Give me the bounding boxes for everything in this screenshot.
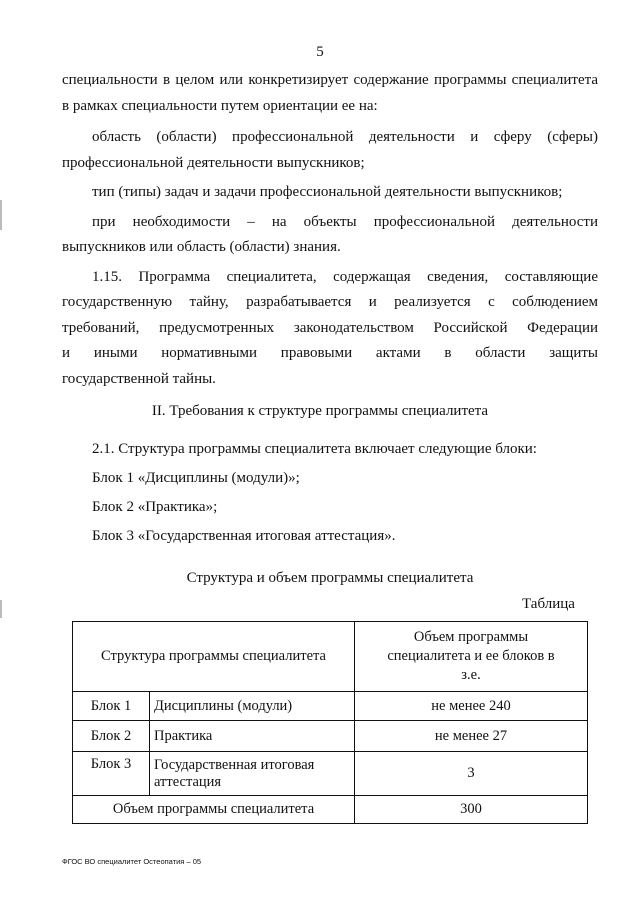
scan-edge-mark: [0, 200, 2, 230]
paragraph-line: тип (типы) задач и задачи профессиональной деятельности выпускников;: [92, 184, 563, 200]
footer-text: ФГОС ВО специалитет Остеопатия – 05: [62, 857, 202, 866]
paragraph-line: область (области) профессиональной деятельности и сферу (сферы): [92, 129, 598, 145]
body-text: [62, 68, 598, 392]
paragraph-line: специальности в целом или конкретизирует содержание программы специалитета: [62, 72, 598, 88]
block-item: Блок 3 «Государственная итоговая аттестация».: [92, 528, 396, 544]
page-number: 5: [316, 44, 324, 60]
blocks-list: [92, 435, 537, 551]
paragraph-line: государственную тайну, разрабатывается и реализуется с соблюдением: [62, 294, 598, 310]
paragraph-line: требований, предусмотренных законодательством Российской Федерации: [62, 319, 598, 336]
section-heading: II. Требования к структуре программы специалитета: [151, 403, 489, 419]
block-item: Блок 2 «Практика»;: [92, 499, 218, 515]
cell-block: Блок 2: [73, 721, 150, 752]
paragraph-line: при необходимости – на объекты профессиональной деятельности: [92, 213, 598, 230]
cell-name: Государственная итоговая аттестация: [150, 752, 355, 796]
paragraph-line: выпускников или область (области) знания.: [62, 239, 341, 255]
cell-name: Практика: [150, 721, 355, 752]
structure-table: [72, 621, 588, 824]
cell-total-label: Объем программы специалитета: [73, 796, 355, 824]
table-row: [73, 721, 588, 752]
table-total-row: [73, 796, 588, 824]
table-title: Структура и объем программы специалитета: [186, 570, 474, 586]
table-row: [73, 692, 588, 721]
cell-total-value: 300: [355, 796, 588, 824]
cell-block: Блок 3: [73, 752, 150, 796]
table-header-row: [73, 622, 588, 692]
table-row: [73, 752, 588, 796]
cell-name: Дисциплины (модули): [150, 692, 355, 721]
paragraph-line: в рамках специальности путем ориентации ее на:: [62, 97, 378, 114]
paragraph-line: и иными нормативными правовыми актами в области защиты: [62, 345, 598, 361]
section-intro: 2.1. Структура программы специалитета включает следующие блоки:: [92, 441, 537, 457]
cell-volume: не менее 240: [355, 692, 588, 721]
paragraph-line: профессиональной деятельности выпускников;: [62, 154, 365, 171]
block-item: Блок 1 «Дисциплины (модули)»;: [92, 470, 300, 486]
cell-block: Блок 1: [73, 692, 150, 721]
paragraph-line: 1.15. Программа специалитета, содержащая сведения, составляющие: [92, 268, 598, 285]
paragraph-line: государственной тайны.: [62, 370, 216, 387]
scan-edge-mark: [0, 600, 2, 618]
cell-volume: 3: [355, 752, 588, 796]
header-volume: Объем программы специалитета и ее блоков в з.е.: [355, 622, 588, 692]
table-label: Таблица: [522, 596, 575, 612]
header-structure: Структура программы специалитета: [73, 622, 355, 692]
cell-volume: не менее 27: [355, 721, 588, 752]
